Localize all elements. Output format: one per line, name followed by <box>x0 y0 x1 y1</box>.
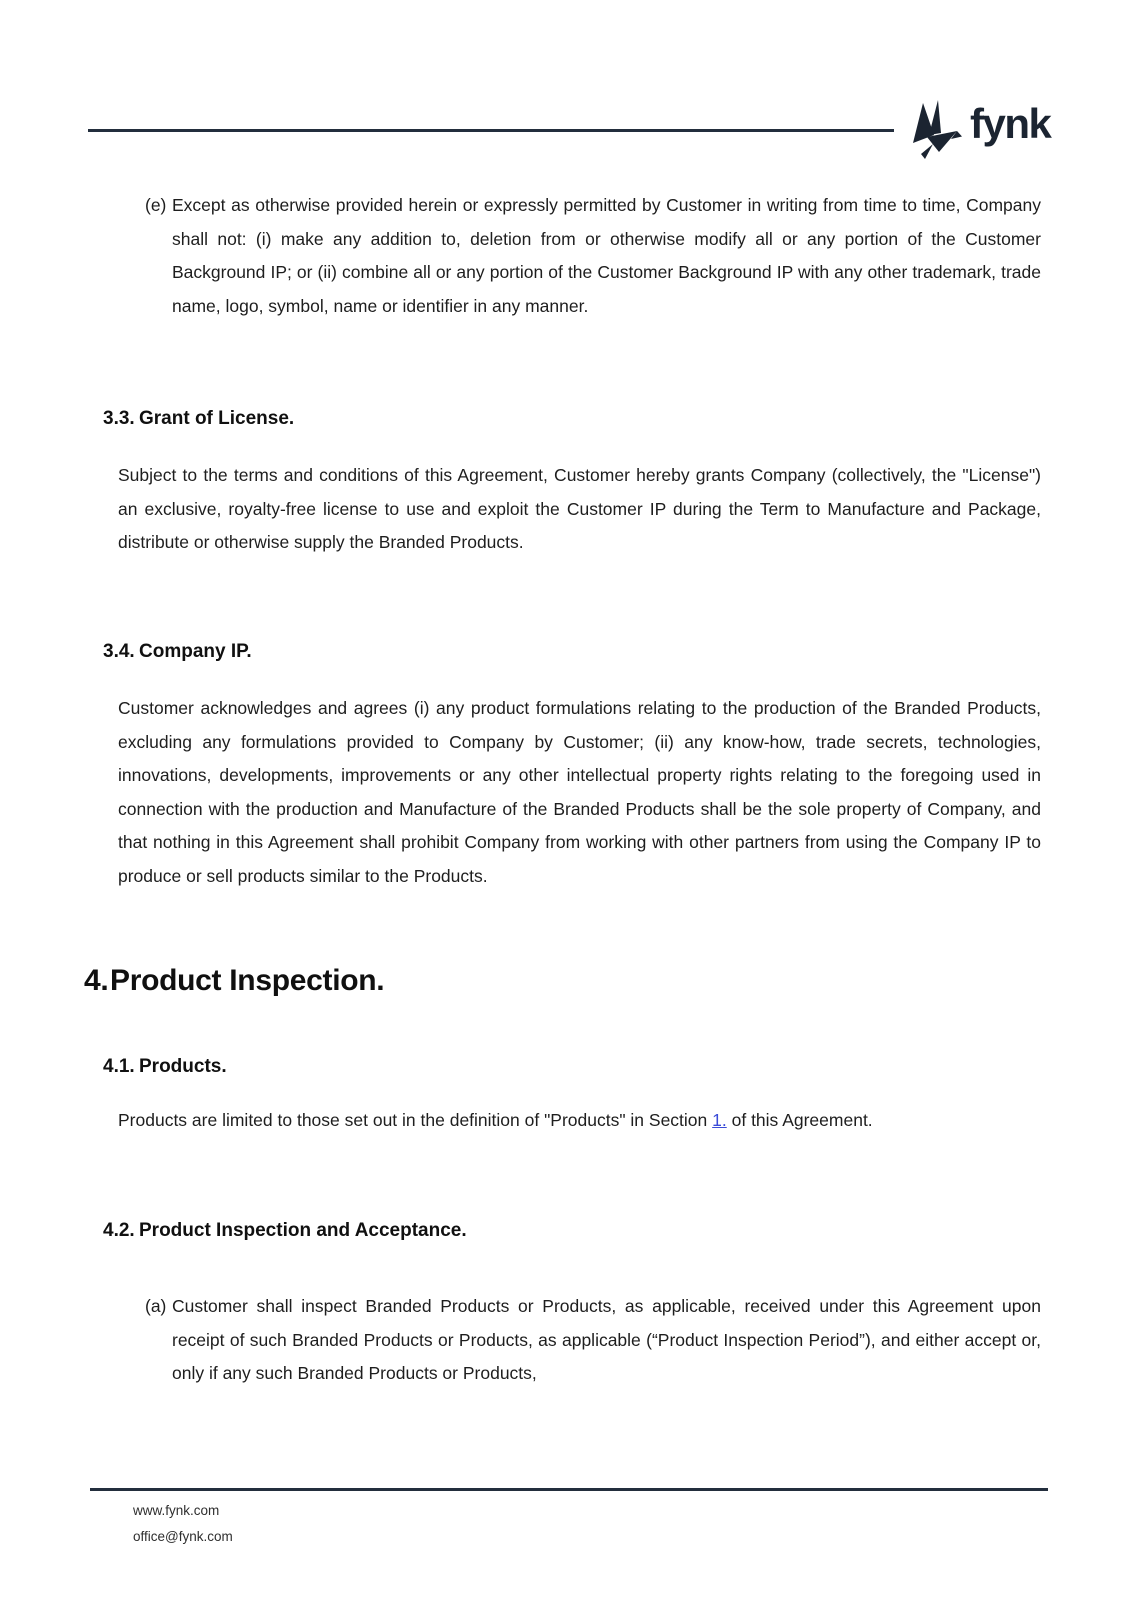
section-number: 3.3. <box>103 408 135 429</box>
section-number: 4.1. <box>103 1056 135 1077</box>
section-heading-3-4 <box>103 640 1041 664</box>
origami-bird-icon <box>910 100 962 160</box>
footer-rule <box>90 1488 1048 1491</box>
section-number: 4.2. <box>103 1220 135 1241</box>
page-footer <box>133 1498 233 1549</box>
fynk-logo <box>910 98 1070 162</box>
chapter-number: 4. <box>84 964 109 997</box>
section-heading-3-3 <box>103 407 1041 431</box>
section-title: Products. <box>139 1056 227 1077</box>
section-heading-4-2 <box>103 1219 1041 1243</box>
clause-e <box>118 189 1041 323</box>
header-rule <box>88 129 894 132</box>
body-text-after-link: of this Agreement. <box>726 1110 873 1130</box>
section-title: Company IP. <box>139 641 252 662</box>
chapter-heading-4 <box>84 962 1041 1000</box>
clause-a-marker: (a) <box>145 1296 167 1316</box>
footer-email: office@fynk.com <box>133 1528 233 1544</box>
section-body-3-3: Subject to the terms and conditions of this Agreement, Customer hereby grants Company (collectively, the "License") an exclusive, royalty-free license to use and exploit the Customer IP during the Term to Manufacture and Package, distribute or otherwise supply the Branded Products. <box>118 465 1041 552</box>
chapter-title: Product Inspection. <box>110 964 385 997</box>
section-title: Grant of License. <box>139 408 295 429</box>
section-body-4-1 <box>118 1104 1041 1138</box>
section-body-3-4: Customer acknowledges and agrees (i) any product formulations relating to the production of the Branded Products, excluding any formulations provided to Company by Customer; (ii) any know-how, trade secrets, technologies, innovations, developments, improvements or any other intellectual property rights relating to the foregoing used in connection with the production and Manufacture of the Branded Products shall be the sole property of Company, and that nothing in this Agreement shall prohibit Company from working with other partners from using the Company IP to produce or sell products similar to the Products. <box>118 698 1041 886</box>
footer-website: www.fynk.com <box>133 1503 220 1518</box>
clause-e-text: Except as otherwise provided herein or expressly permitted by Customer in writing from time to time, Company shall not: (i) make any addition to, deletion from or otherwise modify all or any portion of the Customer Background IP; or (ii) combine all or any portion of the Customer Background IP with any other trademark, trade name, logo, symbol, name or identifier in any manner. <box>172 195 1041 316</box>
section-number: 3.4. <box>103 641 135 662</box>
clause-a <box>118 1290 1041 1391</box>
section-heading-4-1 <box>103 1055 1041 1079</box>
section-1-link[interactable]: 1. <box>712 1110 727 1130</box>
clause-a-text: Customer shall inspect Branded Products or Products, as applicable, received under this Agreement upon receipt of such Branded Products or Products, as applicable (“Product Inspection Period”), and either accept or, only if any such Branded Products or Products, <box>172 1296 1041 1383</box>
section-title: Product Inspection and Acceptance. <box>139 1220 467 1241</box>
clause-e-marker: (e) <box>145 195 167 215</box>
brand-name: fynk <box>970 100 1051 147</box>
body-text-before-link: Products are limited to those set out in the definition of "Products" in Section <box>118 1110 713 1130</box>
